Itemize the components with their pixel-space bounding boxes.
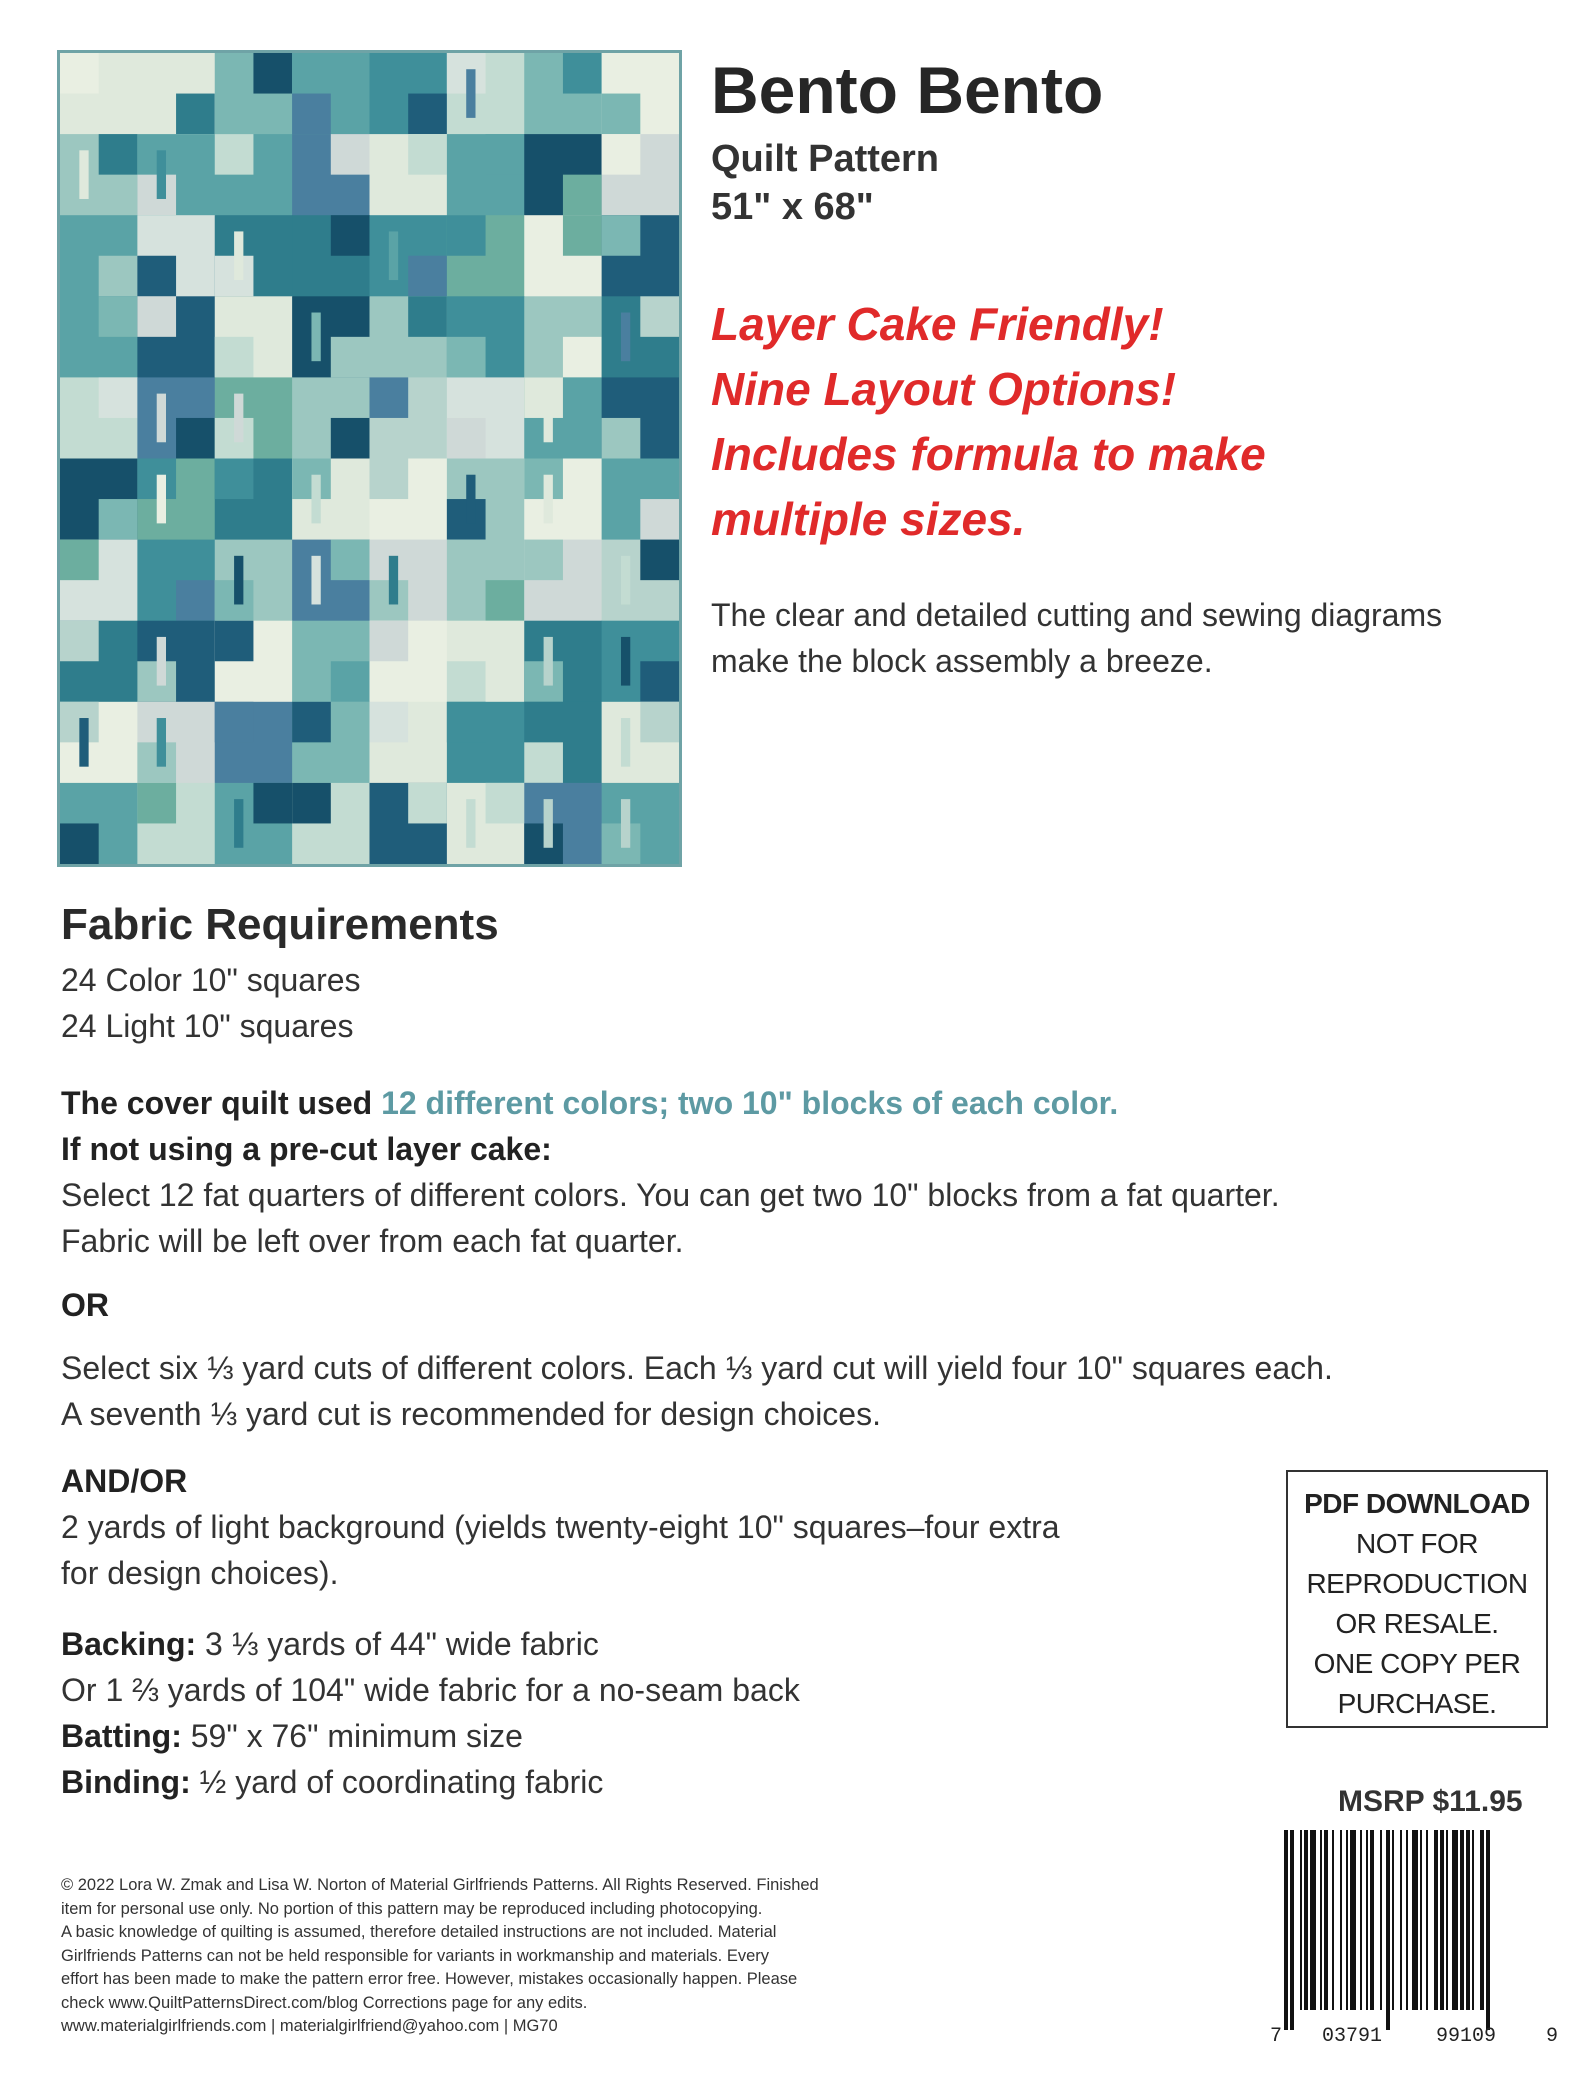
barcode-bar [1320, 1830, 1322, 2010]
quilt-patch [640, 296, 679, 337]
quilt-patch [408, 256, 447, 297]
barcode-bar [1406, 1830, 1408, 2010]
backing-label: Backing: [61, 1626, 197, 1662]
copyright-notice [61, 1874, 901, 2039]
quilt-patch [99, 377, 138, 418]
quilt-strip [466, 69, 475, 118]
quilt-patch [331, 337, 370, 378]
quilt-patch [292, 702, 331, 743]
barcode-bar [1486, 1830, 1490, 2030]
quilt-patch [176, 418, 215, 459]
fabric-heading: Fabric Requirements [61, 900, 499, 949]
quilt-patch [137, 783, 176, 824]
quilt-patch [253, 53, 292, 94]
background-info [61, 1458, 1060, 1596]
barcode-bar [1300, 1830, 1302, 2010]
quilt-patch [215, 702, 254, 743]
quilt-strip [157, 637, 166, 686]
promo-line: multiple sizes. [711, 493, 1026, 545]
quilt-patch [370, 702, 409, 743]
quilt-patch [447, 337, 486, 378]
promo-block [711, 292, 1266, 552]
barcode-bar [1360, 1830, 1362, 2010]
fat-quarter-line: Fabric will be left over from each fat quarter. [61, 1223, 684, 1259]
pdf-notice-line: ONE COPY PER [1313, 1648, 1521, 1679]
barcode-bar [1400, 1830, 1402, 2010]
pdf-notice-line: OR RESALE. [1335, 1608, 1499, 1639]
pdf-notice-line: REPRODUCTION [1306, 1568, 1528, 1599]
barcode-bars [1270, 1830, 1560, 2030]
quilt-patch [563, 53, 602, 94]
quilt-patch [640, 540, 679, 581]
copyright-line: check www.QuiltPatternsDirect.com/blog Corrections page for any edits. [61, 1993, 588, 2012]
copyright-line: © 2022 Lora W. Zmak and Lisa W. Norton of Material Girlfriends Patterns. All Rights Reserved. Finished [61, 1876, 819, 1894]
barcode-bar [1472, 1830, 1474, 2010]
barcode-bar [1332, 1830, 1334, 2010]
quilt-patch [370, 377, 409, 418]
barcode-digit: 7 [1270, 2025, 1283, 2048]
barcode-bar [1310, 1830, 1316, 2010]
quilt-patch [331, 540, 370, 581]
barcode-bar [1340, 1830, 1342, 2010]
backing-value: 3 ⅓ yards of 44" wide fabric [196, 1626, 599, 1662]
quilt-strip [544, 637, 553, 686]
quilt-patch [408, 134, 447, 175]
quilt-strip [621, 718, 630, 767]
quilt-patch [215, 459, 254, 500]
binding-value: ½ yard of coordinating fabric [190, 1764, 604, 1800]
barcode-bar [1460, 1830, 1464, 2010]
pattern-description: The clear and detailed cutting and sewing diagrams make the block assembly a breeze. [711, 597, 1443, 679]
quilt-strip [466, 475, 475, 524]
barcode-bar [1370, 1830, 1374, 2010]
promo-line: Layer Cake Friendly! [711, 298, 1164, 350]
quilt-patch [408, 783, 447, 824]
quilt-strip [234, 231, 243, 280]
quilt-strip [79, 150, 88, 199]
quilt-patch [602, 134, 641, 175]
pdf-notice-line: PDF DOWNLOAD [1304, 1488, 1530, 1519]
quilt-patch [524, 742, 563, 783]
quilt-strip [79, 718, 88, 767]
batting-value: 59" x 76" minimum size [181, 1718, 523, 1754]
quilt-strip [621, 799, 630, 848]
quilt-patch [292, 94, 331, 135]
quilt-strip [544, 799, 553, 848]
third-yard-line: Select six ⅓ yard cuts of different colors. Each ⅓ yard cut will yield four 10" squares each. [61, 1350, 1333, 1386]
quilt-patch [602, 418, 641, 459]
quilt-patch [331, 418, 370, 459]
fat-quarter-line: Select 12 fat quarters of different colors. You can get two 10" blocks from a fat quarter. [61, 1177, 1280, 1213]
barcode-bar [1392, 1830, 1394, 2010]
finishing-info [61, 1621, 800, 1805]
quilt-patch [176, 94, 215, 135]
quilt-patch [602, 94, 641, 135]
quilt-strip [621, 637, 630, 686]
quilt-strip [311, 313, 320, 362]
barcode-bar [1452, 1830, 1458, 2010]
background-line: for design choices). [61, 1555, 339, 1591]
quilt-patch [176, 580, 215, 621]
or-label-wrap [61, 1282, 109, 1328]
quilt-strip [311, 556, 320, 605]
quilt-patch [524, 540, 563, 581]
barcode-bar [1304, 1830, 1308, 2010]
pdf-download-notice [1286, 1470, 1548, 1728]
third-yard-line: A seventh ⅓ yard cut is recommended for design choices. [61, 1396, 881, 1432]
barcode-bar [1346, 1830, 1348, 2010]
quilt-photo [57, 50, 682, 867]
square-list [61, 957, 361, 1049]
quilt-strip [234, 556, 243, 605]
quilt-strip [544, 394, 553, 443]
color-squares: 24 Color 10" squares [61, 962, 361, 998]
quilt-strip [157, 150, 166, 199]
quilt-strip [389, 231, 398, 280]
copyright-line: item for personal use only. No portion of this pattern may be reproduced including photocopying. [61, 1899, 763, 1918]
quilt-patch [447, 215, 486, 256]
quilt-patch [60, 540, 99, 581]
pattern-title: Bento Bento [711, 53, 1104, 127]
barcode-bar [1324, 1830, 1328, 2010]
barcode-digit: 03791 [1322, 2025, 1383, 2048]
quilt-strip [311, 475, 320, 524]
quilt-patch [292, 783, 331, 824]
quilt-patch [408, 94, 447, 135]
barcode-bar [1380, 1830, 1382, 2010]
backing-alt: Or 1 ⅔ yards of 104" wide fabric for a no-seam back [61, 1672, 800, 1708]
barcode-bar [1440, 1830, 1444, 2010]
promo-line: Includes formula to make [711, 428, 1266, 480]
quilt-strip [234, 799, 243, 848]
quilt-image [60, 53, 679, 864]
andor-label: AND/OR [61, 1463, 188, 1499]
quilt-patch [215, 337, 254, 378]
third-yard-info [61, 1345, 1333, 1437]
cover-line [61, 1080, 1280, 1126]
cover-info [61, 1080, 1280, 1264]
quilt-patch [215, 134, 254, 175]
quilt-patch [60, 621, 99, 662]
quilt-patch [370, 621, 409, 662]
barcode-digit: 9 [1546, 2025, 1559, 2048]
cover-highlight: 12 different colors; two 10" blocks of each color. [381, 1085, 1119, 1121]
quilt-patch [640, 661, 679, 702]
background-line: 2 yards of light background (yields twenty-eight 10" squares–four extra [61, 1509, 1060, 1545]
quilt-strip [544, 150, 553, 199]
quilt-patch [486, 134, 525, 175]
precut-heading: If not using a pre-cut layer cake: [61, 1131, 552, 1167]
quilt-patch [370, 459, 409, 500]
pdf-notice-line: NOT FOR [1356, 1528, 1478, 1559]
quilt-patch [563, 215, 602, 256]
copyright-line: A basic knowledge of quilting is assumed, therefore detailed instructions are not included. Material [61, 1923, 777, 1941]
quilt-patch [447, 702, 486, 743]
batting-label: Batting: [61, 1718, 182, 1754]
barcode-bar [1284, 1830, 1288, 2030]
quilt-patch [640, 702, 679, 743]
quilt-strip [466, 799, 475, 848]
quilt-patch [137, 296, 176, 337]
quilt-strip [621, 556, 630, 605]
quilt-patch [137, 256, 176, 297]
quilt-strip [234, 394, 243, 443]
barcode-bar [1480, 1830, 1484, 2010]
quilt-patch [486, 783, 525, 824]
quilt-patch [331, 134, 370, 175]
cover-prefix: The cover quilt used [61, 1085, 382, 1121]
barcode-bar [1350, 1830, 1356, 2010]
quilt-patch [563, 175, 602, 216]
copyright-line: www.materialgirlfriends.com | materialgirlfriend@yahoo.com | MG70 [61, 2017, 558, 2035]
quilt-strip [621, 313, 630, 362]
quilt-patch [60, 823, 99, 864]
quilt-patch [447, 661, 486, 702]
subtitle-label: Quilt Pattern [711, 138, 940, 180]
barcode-bar [1466, 1830, 1470, 2010]
copyright-line: effort has been made to make the pattern error free. However, mistakes occasionally happen. Please [61, 1970, 798, 1988]
quilt-size: 51" x 68" [711, 186, 874, 228]
promo-line: Nine Layout Options! [711, 363, 1177, 415]
binding-label: Binding: [61, 1764, 191, 1800]
barcode-bar [1386, 1830, 1390, 2030]
barcode-bar [1290, 1830, 1294, 2030]
quilt-patch [486, 580, 525, 621]
quilt-patch [331, 661, 370, 702]
quilt-patch [331, 215, 370, 256]
quilt-patch [602, 215, 641, 256]
barcode [1270, 1830, 1560, 2030]
quilt-patch [447, 418, 486, 459]
quilt-strip [157, 475, 166, 524]
barcode-bar [1366, 1830, 1368, 2010]
quilt-patch [215, 621, 254, 662]
barcode-bar [1420, 1830, 1422, 2010]
quilt-patch [640, 499, 679, 540]
barcode-digit: 99109 [1436, 2025, 1497, 2048]
or-label: OR [61, 1287, 109, 1323]
quilt-strip [157, 718, 166, 767]
quilt-patch [60, 53, 99, 94]
quilt-patch [99, 499, 138, 540]
copyright-line: Girlfriends Patterns can not be held responsible for variants in workmanship and materials. Every [61, 1946, 770, 1965]
quilt-patch [99, 296, 138, 337]
pattern-subtitle [711, 135, 939, 231]
quilt-patch [253, 783, 292, 824]
quilt-patch [99, 256, 138, 297]
quilt-patch [99, 134, 138, 175]
quilt-strip [389, 556, 398, 605]
msrp-price: MSRP $11.95 [1338, 1785, 1523, 1818]
pdf-notice-line: PURCHASE. [1337, 1688, 1497, 1719]
quilt-patch [563, 337, 602, 378]
barcode-bar [1434, 1830, 1438, 2010]
quilt-patch [408, 296, 447, 337]
light-squares: 24 Light 10" squares [61, 1008, 354, 1044]
quilt-strip [157, 394, 166, 443]
barcode-bar [1426, 1830, 1428, 2010]
barcode-bar [1446, 1830, 1448, 2010]
barcode-bar [1412, 1830, 1418, 2010]
quilt-strip [544, 475, 553, 524]
